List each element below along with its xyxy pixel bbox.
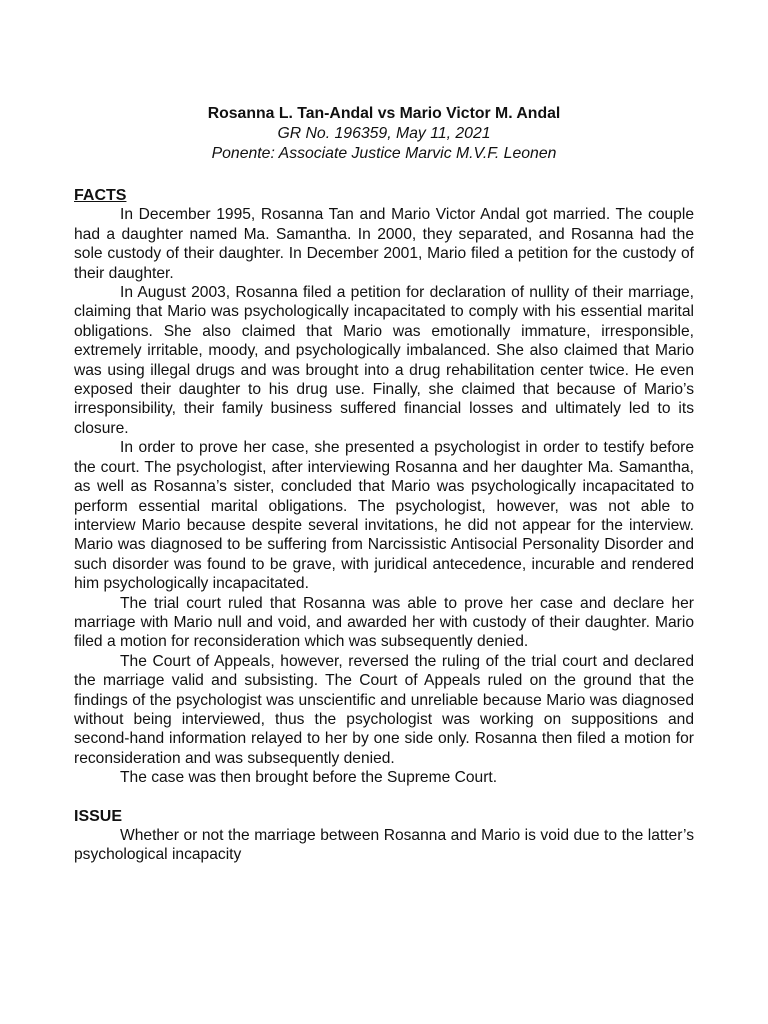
issue-heading: ISSUE [74, 807, 123, 825]
facts-paragraph-3: In order to prove her case, she presented a psychologist in order to testify before the court. The psychologist, after interviewing Rosanna and her daughter Ma. Samantha, as well as Rosanna’s sister, concluded that Mario was psychologically incapacitated to perform essential marital obligations. The psychologist, however, was not able to interview Mario because despite several invitations, he did not appear for the interview. Mario was diagnosed to be suffering from Narcissistic Antisocial Personality Disorder and such disorder was found to be grave, with juridical antecedence, incurable and rendered him psychologically incapacitated. [74, 439, 694, 593]
facts-paragraph-4: The trial court ruled that Rosanna was able to prove her case and declare her marriage with Mario null and void, and awarded her with custody of their daughter. Mario filed a motion for reconsideration which was subsequently denied. [74, 594, 694, 651]
issue-section [74, 826, 694, 865]
case-header [74, 104, 694, 164]
facts-paragraph-1: In December 1995, Rosanna Tan and Mario Victor Andal got married. The couple had a daughter named Ma. Samantha. In 2000, they separated, and Rosanna had the sole custody of their daughter. In December 2001, Mario filed a petition for the custody of their daughter. [74, 206, 694, 282]
ponente-line: Ponente: Associate Justice Marvic M.V.F. Leonen [211, 145, 557, 162]
facts-paragraph-5: The Court of Appeals, however, reversed the ruling of the trial court and declared the marriage valid and subsisting. The Court of Appeals ruled on the ground that the findings of the psychologist was unscientific and unreliable because Mario was diagnosed without being interviewed, thus the psychologist was working on suppositions and second-hand information relayed to her by one side only. Rosanna then filed a motion for reconsideration and was subsequently denied. [74, 652, 694, 767]
case-title: Rosanna L. Tan-Andal vs Mario Victor M. Andal [207, 105, 561, 122]
issue-paragraph-1: Whether or not the marriage between Rosanna and Mario is void due to the latter’s psychological incapacity [74, 827, 694, 864]
facts-heading: FACTS [74, 187, 127, 204]
document-page [74, 104, 694, 865]
gr-number-line: GR No. 196359, May 11, 2021 [277, 125, 491, 142]
facts-paragraph-6: The case was then brought before the Supreme Court. [120, 769, 498, 787]
facts-section [74, 205, 694, 787]
facts-paragraph-2: In August 2003, Rosanna filed a petition for declaration of nullity of their marriage, claiming that Mario was psychologically incapacitated to comply with his essential marital obligations. She also claimed that Mario was emotionally immature, irresponsible, extremely irritable, moody, and psychologically imbalanced. She also claimed that Mario was using illegal drugs and was brought into a drug rehabilitation center twice. He even exposed their daughter to his drug use. Finally, she claimed that because of Mario’s irresponsibility, their family business suffered financial losses and ultimately led to its closure. [74, 284, 694, 437]
